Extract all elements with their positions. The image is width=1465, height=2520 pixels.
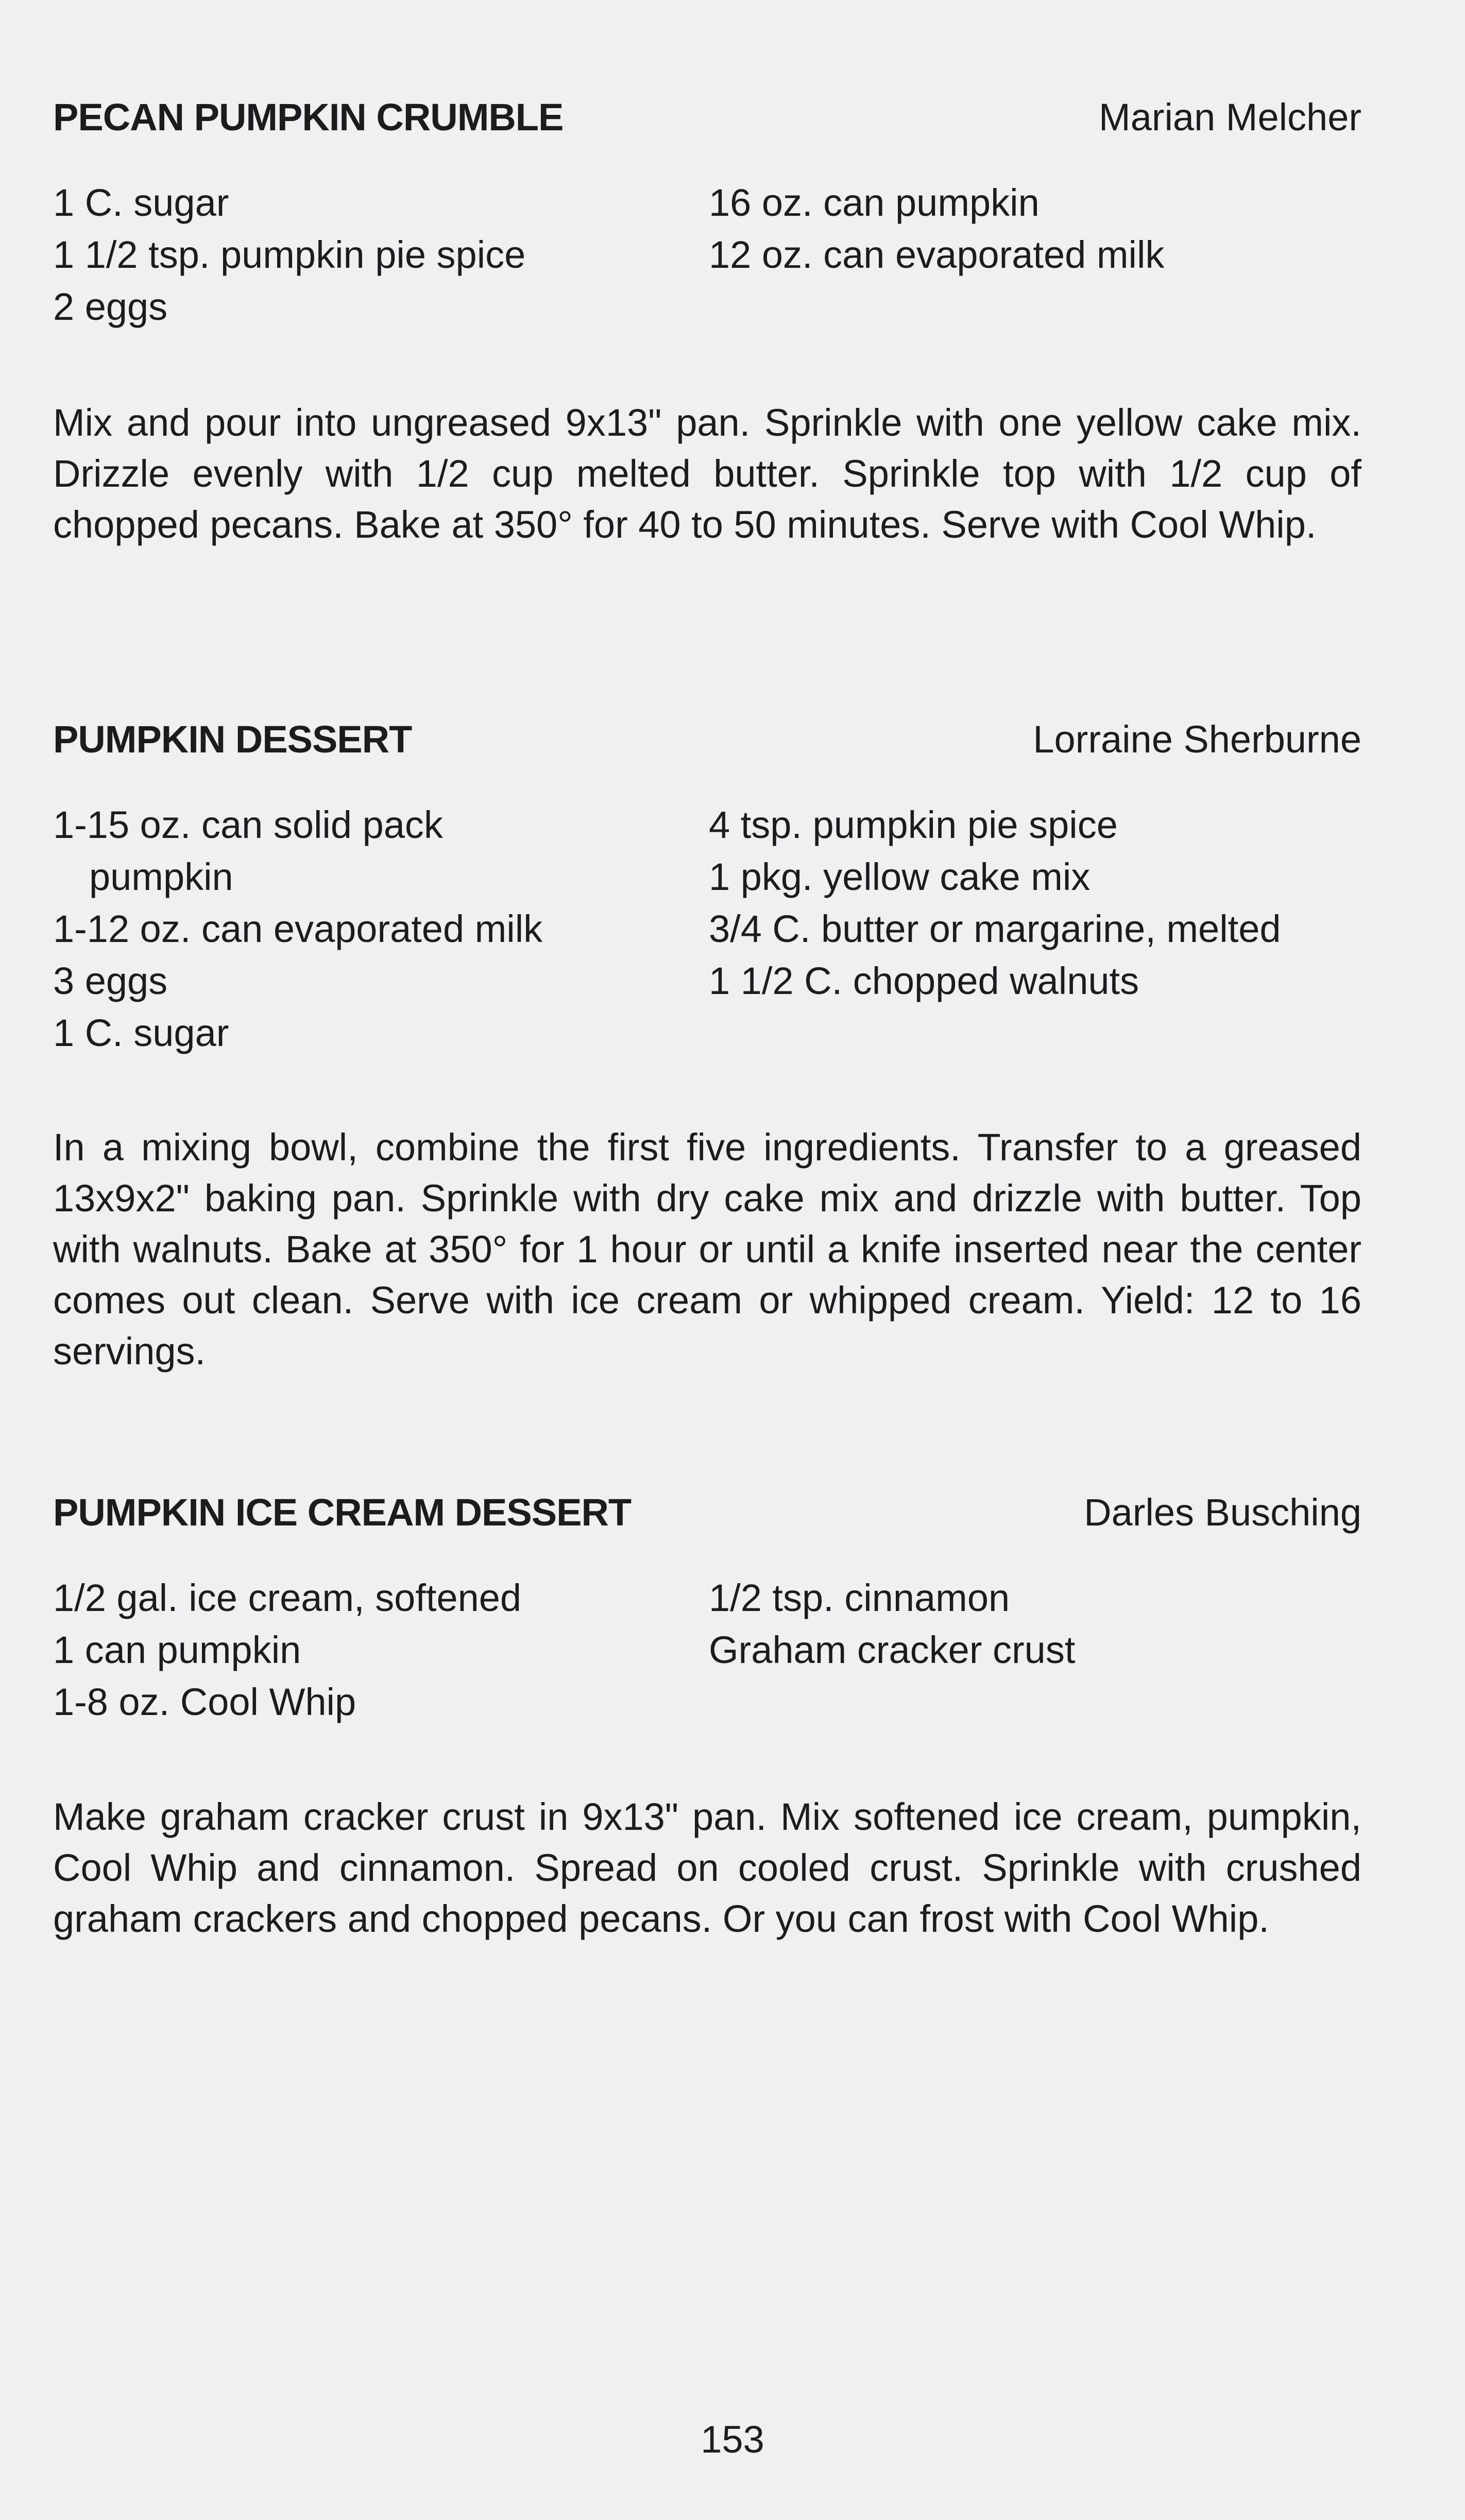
ingredient-column-left [53,1572,702,1728]
ingredient-item: 12 oz. can evaporated milk [709,233,1165,276]
ingredient-item: 1 pkg. yellow cake mix [709,855,1091,898]
ingredient-item: 1-15 oz. can solid pack [53,803,443,846]
recipe-pumpkin-dessert [53,711,1361,1373]
ingredient-item: 1-8 oz. Cool Whip [53,1681,356,1723]
recipe-header [53,89,1361,146]
ingredient-item: 3/4 C. butter or margarine, melted [709,907,1281,950]
ingredient-item: Graham cracker crust [709,1628,1076,1671]
ingredient-list [53,799,1361,1059]
recipe-title: PUMPKIN DESSERT [53,718,412,761]
recipe-title: PUMPKIN ICE CREAM DESSERT [53,1491,632,1534]
ingredient-item: 1 C. sugar [53,1012,229,1054]
page-number: 153 [701,2418,764,2461]
ingredient-item: 16 oz. can pumpkin [709,181,1040,224]
recipe-pecan-pumpkin-crumble [53,89,1361,546]
ingredient-list [53,177,1361,333]
recipe-instructions: In a mixing bowl, combine the first five ingredients. Transfer to a greased 13x9x2" baking pan. Sprinkle with dry cake mix and drizzle with butter. Top with walnuts. Bake at 350° for 1 hour or until a knife inserted near the center comes out clean. Serve with ice cream or whipped cream. Yield: 12 to 16 servings. [53,1126,1361,1373]
recipe-author: Lorraine Sherburne [1033,718,1361,761]
ingredient-item: 2 eggs [53,285,168,328]
ingredient-item: 1 1/2 C. chopped walnuts [709,959,1139,1002]
ingredient-item: 4 tsp. pumpkin pie spice [709,803,1118,846]
recipe-pumpkin-ice-cream-dessert [53,1484,1361,1940]
ingredient-column-left [53,177,702,333]
recipe-author: Marian Melcher [1099,96,1361,139]
ingredient-item: 1/2 gal. ice cream, softened [53,1576,522,1619]
ingredient-item: 1/2 tsp. cinnamon [709,1576,1010,1619]
ingredient-item: 1 can pumpkin [53,1628,301,1671]
ingredient-column-right [709,1572,1361,1676]
recipe-title: PECAN PUMPKIN CRUMBLE [53,96,564,139]
recipe-header [53,711,1361,768]
ingredient-column-right [709,799,1361,1007]
ingredient-list [53,1572,1361,1728]
ingredient-item: 1-12 oz. can evaporated milk [53,907,543,950]
ingredient-item: 3 eggs [53,959,168,1002]
recipe-instructions: Make graham cracker crust in 9x13" pan. Mix softened ice cream, pumpkin, Cool Whip and cinnamon. Spread on cooled crust. Sprinkle with crushed graham crackers and chopped pecans. Or you can frost with Cool Whip. [53,1795,1361,1940]
recipe-instructions: Mix and pour into ungreased 9x13" pan. Sprinkle with one yellow cake mix. Drizzle evenly with 1/2 cup melted butter. Sprinkle top with 1/2 cup of chopped pecans. Bake at 350° for 40 to 50 minutes. Serve with Cool Whip. [53,401,1361,546]
recipe-author: Darles Busching [1084,1491,1361,1534]
ingredient-item: 1 C. sugar [53,181,229,224]
ingredient-item: pumpkin [89,855,233,898]
ingredient-item: 1 1/2 tsp. pumpkin pie spice [53,233,526,276]
ingredient-column-left [53,799,702,1059]
ingredient-column-right [709,177,1361,281]
recipe-header [53,1484,1361,1541]
